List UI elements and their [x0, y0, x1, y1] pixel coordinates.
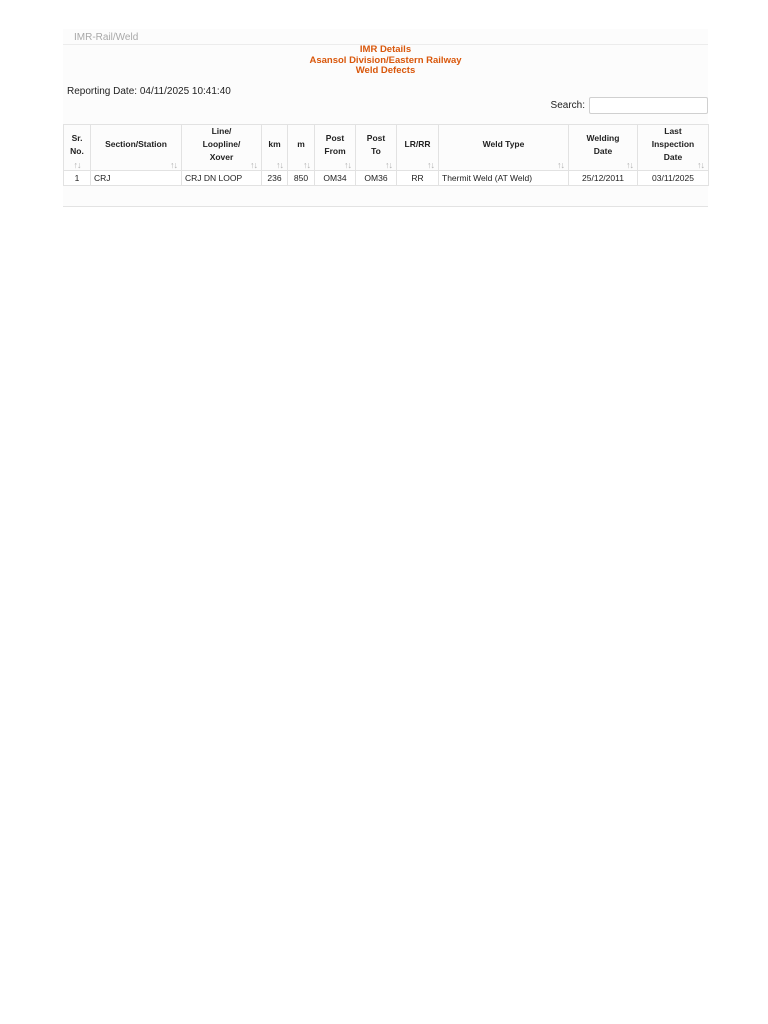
- column-header-line: Weld Type: [482, 139, 525, 149]
- table-body: [64, 171, 709, 186]
- column-header-label: [264, 138, 285, 157]
- heading-subtitle: Weld Defects: [355, 65, 416, 76]
- column-header-label: [399, 138, 436, 157]
- cell-m: 850: [288, 171, 315, 186]
- column-header-line: Xover: [209, 152, 234, 162]
- column-header-line: m: [297, 139, 305, 149]
- cell-section: CRJ: [91, 171, 182, 186]
- column-header-line: From: [324, 145, 346, 156]
- column-header-line: Post: [325, 132, 345, 143]
- column-header-post-to[interactable]: [356, 125, 397, 171]
- column-header-m[interactable]: [288, 125, 315, 171]
- cell-km: 236: [262, 171, 288, 186]
- imr-panel: [63, 29, 708, 207]
- column-header-line: km: [268, 139, 281, 149]
- search-label: Search:: [550, 100, 585, 111]
- column-header-line: Sr.: [71, 132, 83, 143]
- column-header-weld-type[interactable]: [439, 125, 569, 171]
- column-header-line: Post: [366, 132, 386, 143]
- sort-arrows-icon[interactable]: ↑↓: [385, 160, 392, 170]
- column-header-line: No.: [70, 145, 84, 156]
- column-header-post-from[interactable]: [315, 125, 356, 171]
- sort-arrows-icon[interactable]: ↑↓: [276, 160, 283, 170]
- sort-arrows-icon[interactable]: ↑↓: [427, 160, 434, 170]
- column-header-label: [441, 138, 566, 157]
- column-header-label: [66, 132, 88, 164]
- search-box: [551, 97, 708, 114]
- sort-arrows-icon[interactable]: ↑↓: [303, 160, 310, 170]
- search-input[interactable]: [589, 97, 708, 114]
- column-header-line[interactable]: [182, 125, 262, 171]
- sort-arrows-icon[interactable]: ↑↓: [344, 160, 351, 170]
- column-header-line: Date: [593, 145, 613, 156]
- cell-lrrr: RR: [397, 171, 439, 186]
- column-header-line: Inspection: [651, 139, 695, 149]
- cell-last-inspection: 03/11/2025: [638, 171, 709, 186]
- sort-arrows-icon[interactable]: ↑↓: [170, 160, 177, 170]
- column-header-line: Loopline/: [202, 139, 241, 149]
- column-header-welding-date[interactable]: [569, 125, 638, 171]
- sort-arrows-icon[interactable]: ↑↓: [557, 160, 564, 170]
- column-header-km[interactable]: [262, 125, 288, 171]
- sort-arrows-icon[interactable]: ↑↓: [250, 160, 257, 170]
- heading-title: IMR Details: [359, 44, 412, 55]
- sort-arrows-icon[interactable]: ↑↓: [626, 160, 633, 170]
- cell-weld-type: Thermit Weld (AT Weld): [439, 171, 569, 186]
- cell-welding-date: 25/12/2011: [569, 171, 638, 186]
- column-header-line: Welding: [586, 132, 620, 143]
- cell-post-from: OM34: [315, 171, 356, 186]
- table-header-row: [64, 125, 709, 171]
- column-header-label: [93, 138, 179, 157]
- weld-defects-table: [63, 124, 709, 186]
- sort-arrows-icon[interactable]: ↑↓: [73, 160, 81, 170]
- column-header-label: [317, 132, 353, 164]
- sort-arrows-icon[interactable]: ↑↓: [697, 160, 704, 170]
- column-header-label: [358, 132, 394, 164]
- breadcrumb: IMR-Rail/Weld: [74, 32, 139, 43]
- column-header-line: Date: [663, 152, 683, 162]
- cell-post-to: OM36: [356, 171, 397, 186]
- cell-line: CRJ DN LOOP: [182, 171, 262, 186]
- table-row[interactable]: [64, 171, 709, 186]
- column-header-line: LR/RR: [404, 139, 431, 149]
- column-header-line: To: [371, 145, 381, 156]
- column-header-lrrr[interactable]: [397, 125, 439, 171]
- reporting-date: Reporting Date: 04/11/2025 10:41:40: [67, 86, 231, 97]
- column-header-label: [571, 132, 635, 164]
- report-heading: [63, 45, 708, 77]
- column-header-last-inspection[interactable]: [638, 125, 709, 171]
- column-header-label: [184, 125, 259, 170]
- cell-sr: 1: [64, 171, 91, 186]
- column-header-sr[interactable]: [64, 125, 91, 171]
- column-header-section[interactable]: [91, 125, 182, 171]
- column-header-line: Last: [664, 126, 682, 136]
- heading-division: Asansol Division/Eastern Railway: [309, 54, 462, 66]
- column-header-line: Line/: [211, 126, 232, 136]
- column-header-label: [290, 138, 312, 157]
- column-header-line: Section/Station: [105, 139, 167, 149]
